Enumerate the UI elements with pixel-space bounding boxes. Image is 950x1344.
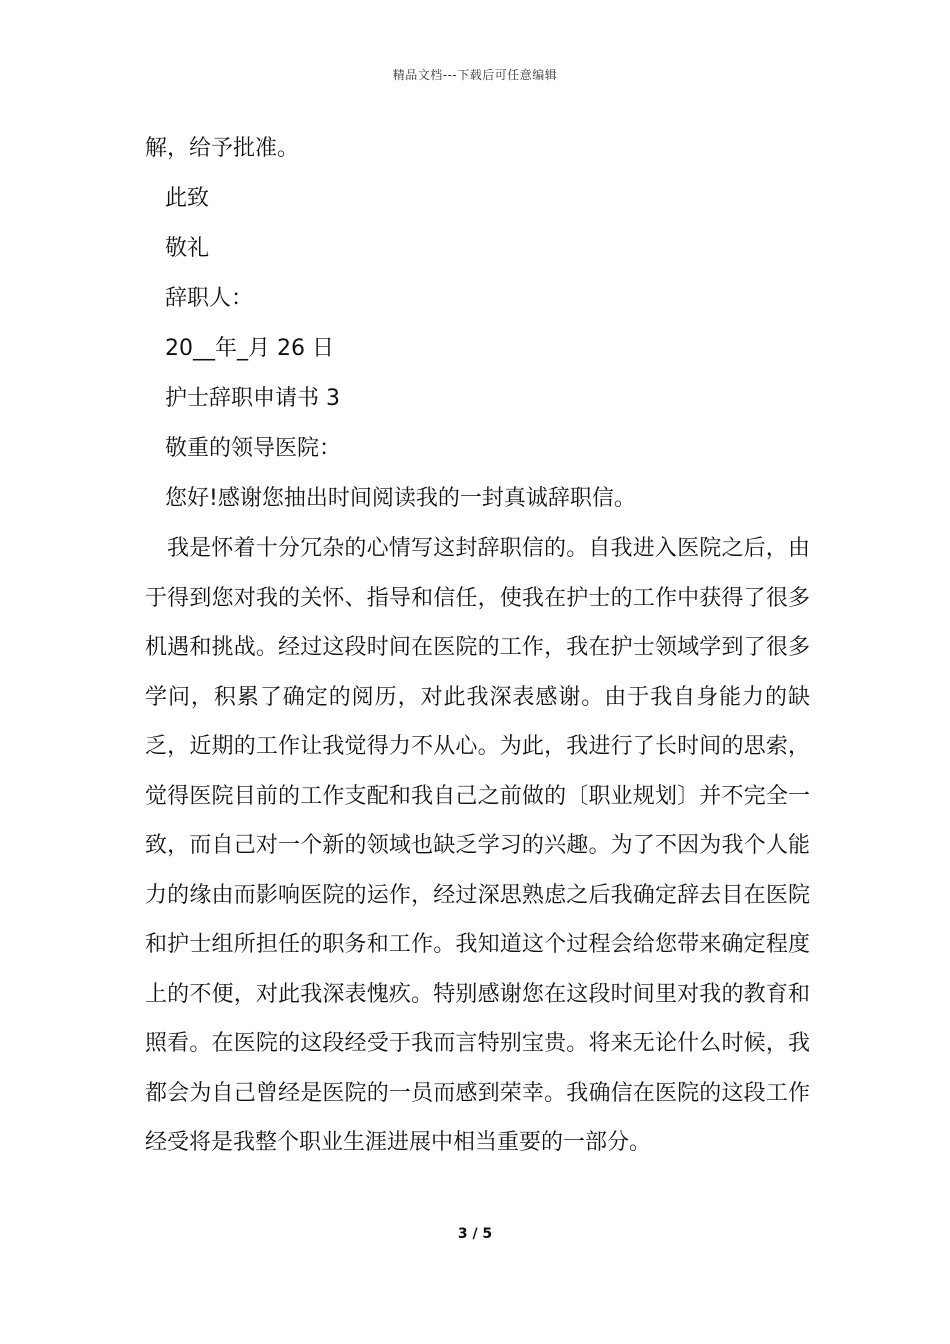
text-line-approval: 解，给予批准。 (145, 136, 300, 161)
text-line-date: 20__年_月 26 日 (165, 336, 334, 361)
text-line-salutation: 此致 (165, 186, 210, 211)
letter-greeting: 敬重的领导医院： (165, 436, 342, 461)
text-line-signer: 辞职人： (165, 286, 254, 311)
letter-opening: 您好!感谢您抽出时间阅读我的一封真诚辞职信。 (165, 486, 636, 511)
page-header: 精品文档---下载后可任意编辑 (392, 68, 558, 82)
page-number: 3 / 5 (457, 1226, 493, 1242)
text-line-regards: 敬礼 (165, 236, 210, 261)
document-body (145, 124, 810, 1168)
letter-body-paragraph: 我是怀着十分冗杂的心情写这封辞职信的。自我进入医院之后，由于得到您对我的关怀、指导和信任，使我在护士的工作中获得了很多机遇和挑战。经过这段时间在医院的工作，我在护士领域学到了很多学问，积累了确定的阅历，对此我深表感谢。由于我自身能力的缺乏，近期的工作让我觉得力不从心。为此，我进行了长时间的思索，觉得医院目前的工作支配和我自己之前做的〔职业规划〕并不完全一致，而自己对一个新的领域也缺乏学习的兴趣。为了不因为我个人能力的缘由而影响医院的运作，经过深思熟虑之后我确定辞去目在医院和护士组所担任的职务和工作。我知道这个过程会给您带来确定程度上的不便，对此我深表愧疚。特别感谢您在这段时间里对我的教育和照看。在医院的这段经受于我而言特别宝贵。将来无论什么时候，我都会为自己曾经是医院的一员而感到荣幸。我确信在医院的这段工作经受将是我整个职业生涯进展中相当重要的一部分。 (145, 536, 810, 1155)
section-title: 护士辞职申请书 3 (165, 386, 340, 411)
